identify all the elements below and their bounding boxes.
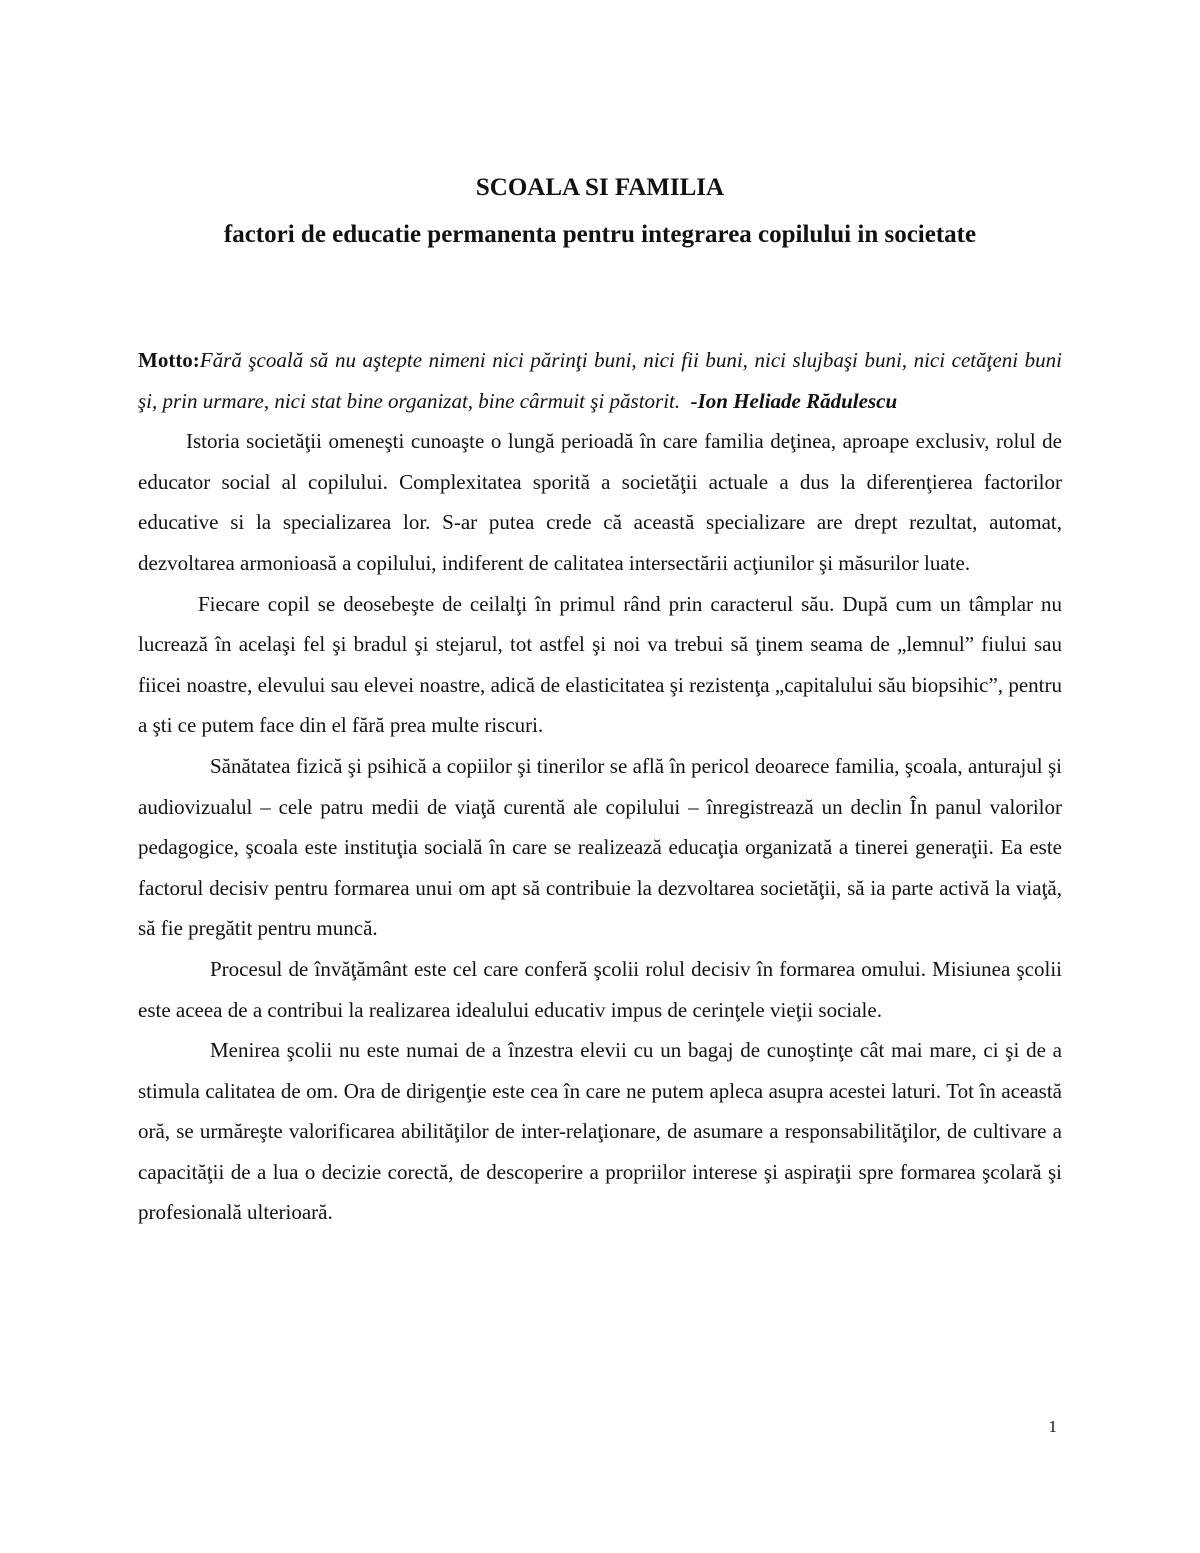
document-title: SCOALA SI FAMILIA xyxy=(475,174,725,201)
motto xyxy=(138,340,1062,421)
paragraph-2: Fiecare copil se deosebeşte de ceilalţi în primul rând prin caracterul său. După cum un tâmplar nu lucrează în acelaşi fel şi bradul şi stejarul, tot astfel şi noi va trebui să ţinem seama de „lemnul” fiului sau fiicei noastre, elevului sau elevei noastre, adică de elasticitatea şi rezistenţa „capitalului său biopsihic”, pentru a şti ce putem face din el fără prea multe riscuri. xyxy=(138,591,1062,738)
paragraph-3: Sănătatea fizică şi psihică a copiilor şi tinerilor se află în pericol deoarece familia, şcoala, anturajul şi audiovizualul – cele patru medii de viaţă curentă ale copilului – înregistrează un declin În panul valorilor pedagogice, şcoala este instituţia socială în care se realizează educaţia organizată a tinerei generaţii. Ea este factorul decisiv pentru formarea unui om apt să contribuie la dezvoltarea societăţii, să ia parte activă la viaţă, să fie pregătit pentru muncă. xyxy=(138,753,1062,941)
document-subtitle: factori de educatie permanenta pentru integrarea copilului in societate xyxy=(223,221,977,248)
motto-author: -Ion Heliade Rădulescu xyxy=(690,388,898,413)
paragraph-4: Procesul de învăţământ este cel care conferă şcolii rolul decisiv în formarea omului. Misiunea şcolii este aceea de a contribui la realizarea idealului educativ impus de cerinţele vieţii sociale. xyxy=(138,956,1062,1022)
page-number: 1 xyxy=(1048,1417,1057,1436)
document-body xyxy=(138,340,1062,1233)
motto-text: Fără şcoală să nu aştepte nimeni nici părinţi buni, nici fii buni, nici slujbaşi buni, nici cetăţeni buni şi, prin urmare, nici stat bine organizat, bine cârmuit şi păstorit. xyxy=(138,348,1062,413)
motto-label: Motto: xyxy=(138,348,200,372)
paragraph-1: Istoria societăţii omeneşti cunoaşte o lungă perioadă în care familia deţinea, aproape exclusiv, rolul de educator social al copilului. Complexitatea sporită a societăţii actuale a dus la diferenţierea factorilor educative si la specializarea lor. S-ar putea crede că această specializare are drept rezultat, automat, dezvoltarea armonioasă a copilului, indiferent de calitatea intersectării acţiunilor şi măsurilor luate. xyxy=(138,429,1062,575)
paragraph-5: Menirea şcolii nu este numai de a înzestra elevii cu un bagaj de cunoştinţe cât mai mare, ci şi de a stimula calitatea de om. Ora de dirigenţie este cea în care ne putem apleca asupra acestei laturi. Tot în această oră, se urmăreşte valorificarea abilităţilor de inter-relaţionare, de asumare a responsabilităţilor, de cultivare a capacităţii de a lua o decizie corectă, de descoperire a propriilor interese şi aspiraţii spre formarea şcolară şi profesională ulterioară. xyxy=(138,1038,1062,1225)
